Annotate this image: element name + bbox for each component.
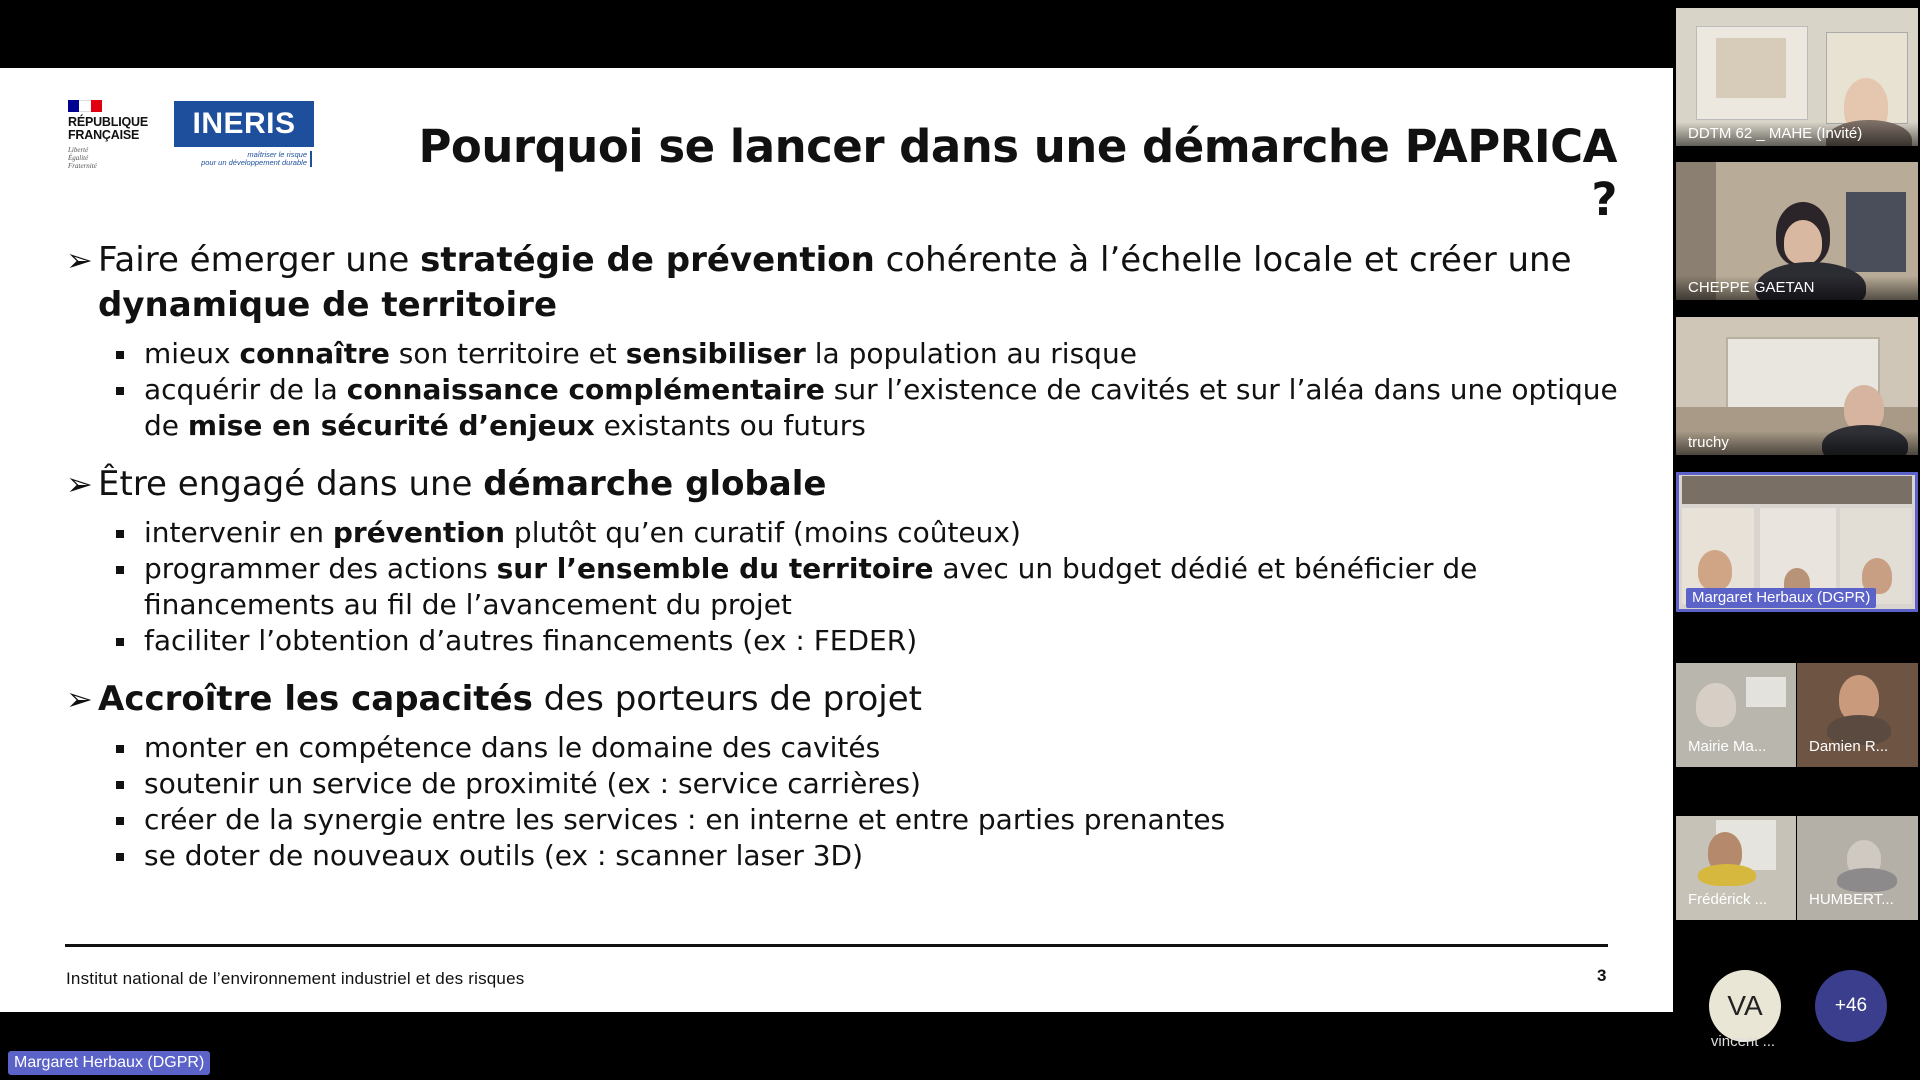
presenter-name-label: Margaret Herbaux (DGPR) bbox=[8, 1051, 210, 1075]
emphasis-text: démarche globale bbox=[483, 464, 827, 504]
participant-name: Margaret Herbaux (DGPR) bbox=[1686, 588, 1876, 608]
text-run: la population au risque bbox=[805, 337, 1137, 370]
square-bullet-icon bbox=[116, 566, 124, 574]
rf-motto-2: Égalité bbox=[68, 154, 89, 162]
sub-bullet-list bbox=[66, 515, 1626, 659]
emphasis-text: mise en sécurité d’enjeux bbox=[187, 409, 595, 442]
slide-title: Pourquoi se lancer dans une démarche PAPRICA ? bbox=[418, 120, 1617, 226]
text-run: son territoire et bbox=[389, 337, 626, 370]
bullet-heading bbox=[66, 677, 1626, 722]
text-run: existants ou futurs bbox=[594, 409, 866, 442]
arrow-bullet-icon: ➢ bbox=[66, 680, 93, 718]
participant-tile[interactable] bbox=[1676, 8, 1918, 146]
text-run: plutôt qu’en curatif (moins coûteux) bbox=[505, 516, 1021, 549]
ineris-logo bbox=[174, 101, 314, 167]
shared-slide bbox=[0, 68, 1673, 1012]
text-run: Être engagé dans une bbox=[98, 464, 484, 504]
participant-name: Damien R... bbox=[1809, 738, 1889, 755]
text-run: des porteurs de projet bbox=[532, 679, 922, 719]
slide-content bbox=[66, 238, 1626, 892]
text-run: créer de la synergie entre les services : en interne et entre parties prenantes bbox=[144, 803, 1226, 836]
participant-name: truchy bbox=[1676, 431, 1918, 455]
square-bullet-icon bbox=[116, 351, 124, 359]
participant-tile[interactable] bbox=[1797, 816, 1918, 920]
text-run: Faire émerger une bbox=[98, 240, 421, 280]
bullet-heading bbox=[66, 462, 1626, 507]
sub-bullet-item bbox=[66, 802, 1626, 838]
more-participants-button[interactable]: +46 bbox=[1815, 970, 1887, 1042]
participant-tile[interactable] bbox=[1797, 663, 1918, 767]
participant-name: HUMBERT... bbox=[1809, 891, 1894, 908]
bullet-heading bbox=[66, 238, 1626, 328]
text-run: cohérente à l’échelle locale et créer une bbox=[874, 240, 1572, 280]
text-run: intervenir en bbox=[144, 516, 333, 549]
sub-bullet-item bbox=[66, 730, 1626, 766]
footer-divider bbox=[65, 944, 1608, 947]
participant-tile[interactable] bbox=[1676, 317, 1918, 455]
text-run: mieux bbox=[144, 337, 240, 370]
ineris-wordmark: INERIS bbox=[174, 101, 314, 147]
ineris-tagline-2: pour un développement durable bbox=[201, 158, 307, 167]
square-bullet-icon bbox=[116, 817, 124, 825]
ineris-tagline bbox=[201, 151, 312, 167]
participant-avatar-initials[interactable]: VA bbox=[1709, 970, 1781, 1042]
french-flag-icon bbox=[68, 100, 102, 112]
participant-tile-active-speaker[interactable] bbox=[1676, 472, 1918, 612]
emphasis-text: sensibiliser bbox=[625, 337, 806, 370]
ineris-tagline-1: maîtriser le risque bbox=[247, 150, 307, 159]
emphasis-text: connaissance complémentaire bbox=[346, 373, 825, 406]
sub-bullet-item bbox=[66, 336, 1626, 372]
rf-motto-1: Liberté bbox=[68, 146, 89, 154]
participant-tile[interactable] bbox=[1676, 816, 1796, 920]
square-bullet-icon bbox=[116, 745, 124, 753]
sub-bullet-list bbox=[66, 336, 1626, 444]
square-bullet-icon bbox=[116, 530, 124, 538]
text-run: soutenir un service de proximité (ex : service carrières) bbox=[144, 767, 921, 800]
rf-motto-3: Fraternité bbox=[68, 162, 97, 170]
arrow-bullet-icon: ➢ bbox=[66, 465, 93, 503]
footer-text: Institut national de l’environnement industriel et des risques bbox=[66, 969, 525, 988]
text-run: monter en compétence dans le domaine des cavités bbox=[144, 731, 881, 764]
emphasis-text: connaître bbox=[239, 337, 390, 370]
participant-avatar-name: vincent ... bbox=[1710, 1033, 1776, 1050]
square-bullet-icon bbox=[116, 387, 124, 395]
sub-bullet-item bbox=[66, 623, 1626, 659]
participant-tile[interactable] bbox=[1676, 663, 1796, 767]
republique-francaise-logo bbox=[68, 100, 158, 180]
participant-name: DDTM 62 _ MAHE (Invité) bbox=[1676, 122, 1918, 146]
emphasis-text: sur l’ensemble du territoire bbox=[496, 552, 934, 585]
square-bullet-icon bbox=[116, 638, 124, 646]
sub-bullet-item bbox=[66, 515, 1626, 551]
text-run: acquérir de la bbox=[144, 373, 347, 406]
sub-bullet-item bbox=[66, 551, 1626, 623]
text-run: sur l’existence de cavités et sur l’aléa dans une optique de bbox=[144, 373, 1618, 442]
rf-line-1: RÉPUBLIQUE bbox=[68, 115, 148, 129]
emphasis-text: Accroître les capacités bbox=[98, 679, 533, 719]
sub-bullet-item bbox=[66, 372, 1626, 444]
bullet-section bbox=[66, 238, 1626, 444]
page-number: 3 bbox=[1597, 966, 1607, 985]
sub-bullet-item bbox=[66, 766, 1626, 802]
emphasis-text: dynamique de territoire bbox=[98, 285, 557, 325]
participant-name: Mairie Ma... bbox=[1688, 738, 1767, 755]
bullet-section bbox=[66, 462, 1626, 659]
rf-line-2: FRANÇAISE bbox=[68, 128, 140, 142]
square-bullet-icon bbox=[116, 853, 124, 861]
square-bullet-icon bbox=[116, 781, 124, 789]
sub-bullet-item bbox=[66, 838, 1626, 874]
emphasis-text: prévention bbox=[332, 516, 506, 549]
participant-name: Frédérick ... bbox=[1688, 891, 1768, 908]
text-run: faciliter l’obtention d’autres financements (ex : FEDER) bbox=[144, 624, 918, 657]
participant-tile[interactable] bbox=[1676, 162, 1918, 300]
text-run: se doter de nouveaux outils (ex : scanner laser 3D) bbox=[144, 839, 864, 872]
emphasis-text: stratégie de prévention bbox=[420, 240, 875, 280]
bullet-section bbox=[66, 677, 1626, 874]
participant-name: CHEPPE GAETAN bbox=[1676, 276, 1918, 300]
arrow-bullet-icon: ➢ bbox=[66, 241, 93, 279]
text-run: avec un budget dédié et bénéficier de financements au fil de l’avancement du projet bbox=[144, 552, 1478, 621]
participants-panel bbox=[1673, 0, 1920, 1080]
text-run: programmer des actions bbox=[144, 552, 497, 585]
sub-bullet-list bbox=[66, 730, 1626, 874]
